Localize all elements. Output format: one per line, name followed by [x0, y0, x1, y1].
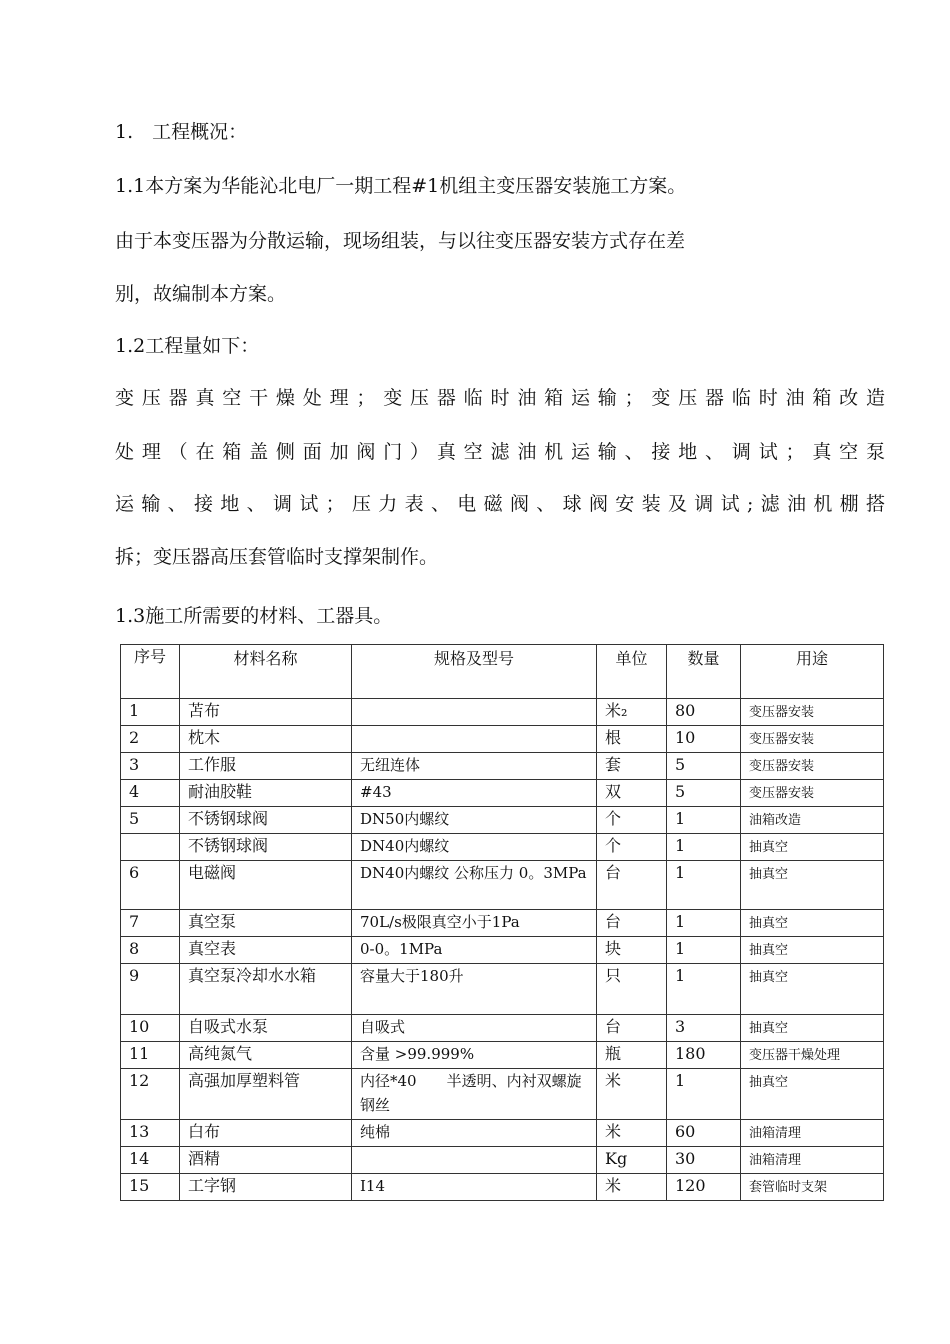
work-scope-line-1: 变压器真空干燥处理；变压器临时油箱运输；变压器临时油箱改造: [115, 387, 887, 409]
cell-use: 抽真空: [741, 834, 884, 861]
cell-qty: 180: [667, 1042, 741, 1069]
cell-use: 油箱清理: [741, 1147, 884, 1174]
paragraph-1-3: 1.3施工所需要的材料、工器具。: [115, 605, 393, 627]
paragraph-1-1: 1.1本方案为华能沁北电厂一期工程#1机组主变压器安装施工方案。: [115, 175, 687, 197]
cell-spec: [352, 1147, 597, 1174]
cell-name: 自吸式水泵: [180, 1015, 352, 1042]
materials-table: [120, 644, 884, 1201]
table-row: [121, 780, 884, 807]
cell-spec: 内径*40 半透明、内衬双螺旋钢丝: [352, 1069, 597, 1120]
cell-unit: 米: [597, 1069, 667, 1120]
cell-no: 3: [121, 753, 180, 780]
cell-name: 高强加厚塑料管: [180, 1069, 352, 1120]
cell-name: 电磁阀: [180, 861, 352, 910]
cell-use: 抽真空: [741, 964, 884, 1015]
cell-spec: DN40内螺纹: [352, 834, 597, 861]
cell-use: 变压器安装: [741, 726, 884, 753]
paragraph-1-1-cont-line2: 别，故编制本方案。: [115, 283, 287, 305]
table-row: [121, 1147, 884, 1174]
cell-unit: 瓶: [597, 1042, 667, 1069]
cell-spec: 含量 >99.999%: [352, 1042, 597, 1069]
table-row: [121, 1015, 884, 1042]
cell-qty: 1: [667, 964, 741, 1015]
table-row: [121, 937, 884, 964]
cell-spec: [352, 699, 597, 726]
section-heading: 1. 工程概况：: [115, 121, 248, 143]
table-row: [121, 1042, 884, 1069]
cell-unit: 块: [597, 937, 667, 964]
cell-unit: 个: [597, 834, 667, 861]
cell-spec: 容量大于180升: [352, 964, 597, 1015]
cell-use: 变压器安装: [741, 753, 884, 780]
cell-spec: DN40内螺纹 公称压力 0。3MPa: [352, 861, 597, 910]
table-row: [121, 726, 884, 753]
table-row: [121, 910, 884, 937]
cell-no: 14: [121, 1147, 180, 1174]
cell-name: 工字钢: [180, 1174, 352, 1201]
paragraph-1-2: 1.2工程量如下：: [115, 335, 260, 357]
cell-unit: 台: [597, 1015, 667, 1042]
cell-name: 枕木: [180, 726, 352, 753]
cell-use: 抽真空: [741, 937, 884, 964]
cell-no: 9: [121, 964, 180, 1015]
table-row: [121, 861, 884, 910]
table-row: [121, 699, 884, 726]
cell-spec: 无纽连体: [352, 753, 597, 780]
cell-name: 真空泵冷却水水箱: [180, 964, 352, 1015]
cell-unit: 双: [597, 780, 667, 807]
cell-no: [121, 834, 180, 861]
table-header-row: [121, 645, 884, 699]
cell-unit: 根: [597, 726, 667, 753]
cell-name: 工作服: [180, 753, 352, 780]
cell-use: 抽真空: [741, 1015, 884, 1042]
cell-qty: 5: [667, 780, 741, 807]
cell-spec: I14: [352, 1174, 597, 1201]
cell-no: 2: [121, 726, 180, 753]
header-spec: 规格及型号: [352, 645, 597, 699]
cell-use: 变压器安装: [741, 780, 884, 807]
cell-no: 4: [121, 780, 180, 807]
table-row: [121, 964, 884, 1015]
cell-unit: 米: [597, 1174, 667, 1201]
cell-unit: Kg: [597, 1147, 667, 1174]
cell-qty: 30: [667, 1147, 741, 1174]
cell-name: 真空泵: [180, 910, 352, 937]
cell-name: 耐油胶鞋: [180, 780, 352, 807]
cell-no: 8: [121, 937, 180, 964]
cell-no: 15: [121, 1174, 180, 1201]
cell-name: 白布: [180, 1120, 352, 1147]
table-row: [121, 1174, 884, 1201]
cell-no: 6: [121, 861, 180, 910]
cell-use: 套管临时支架: [741, 1174, 884, 1201]
cell-use: 抽真空: [741, 910, 884, 937]
cell-qty: 80: [667, 699, 741, 726]
cell-no: 13: [121, 1120, 180, 1147]
cell-spec: [352, 726, 597, 753]
cell-name: 苫布: [180, 699, 352, 726]
cell-spec: DN50内螺纹: [352, 807, 597, 834]
cell-name: 真空表: [180, 937, 352, 964]
cell-name: 不锈钢球阀: [180, 834, 352, 861]
cell-no: 7: [121, 910, 180, 937]
table-row: [121, 1069, 884, 1120]
cell-qty: 1: [667, 807, 741, 834]
cell-use: 变压器干燥处理: [741, 1042, 884, 1069]
work-scope-line-2: 处理（在箱盖侧面加阀门）真空滤油机运输、接地、调试；真空泵: [115, 441, 887, 463]
cell-name: 不锈钢球阀: [180, 807, 352, 834]
cell-spec: #43: [352, 780, 597, 807]
cell-unit: 米₂: [597, 699, 667, 726]
cell-unit: 个: [597, 807, 667, 834]
cell-qty: 120: [667, 1174, 741, 1201]
cell-qty: 1: [667, 1069, 741, 1120]
header-name: 材料名称: [180, 645, 352, 699]
table-row: [121, 1120, 884, 1147]
cell-use: 油箱改造: [741, 807, 884, 834]
cell-use: 抽真空: [741, 861, 884, 910]
cell-spec: 70L/s极限真空小于1Pa: [352, 910, 597, 937]
cell-use: 抽真空: [741, 1069, 884, 1120]
cell-use: 变压器安装: [741, 699, 884, 726]
cell-no: 10: [121, 1015, 180, 1042]
cell-no: 12: [121, 1069, 180, 1120]
table-row: [121, 834, 884, 861]
paragraph-1-1-cont-line1: 由于本变压器为分散运输，现场组装，与以往变压器安装方式存在差: [115, 230, 686, 252]
cell-qty: 1: [667, 937, 741, 964]
cell-spec: 纯棉: [352, 1120, 597, 1147]
cell-qty: 5: [667, 753, 741, 780]
cell-qty: 3: [667, 1015, 741, 1042]
cell-no: 5: [121, 807, 180, 834]
work-scope-line-4: 拆；变压器高压套管临时支撑架制作。: [115, 546, 439, 568]
header-use: 用途: [741, 645, 884, 699]
cell-unit: 米: [597, 1120, 667, 1147]
header-unit: 单位: [597, 645, 667, 699]
cell-qty: 1: [667, 861, 741, 910]
table-row: [121, 753, 884, 780]
cell-no: 11: [121, 1042, 180, 1069]
header-qty: 数量: [667, 645, 741, 699]
cell-unit: 只: [597, 964, 667, 1015]
cell-unit: 套: [597, 753, 667, 780]
cell-qty: 1: [667, 910, 741, 937]
cell-use: 油箱清理: [741, 1120, 884, 1147]
cell-qty: 1: [667, 834, 741, 861]
table-row: [121, 807, 884, 834]
cell-spec: 自吸式: [352, 1015, 597, 1042]
cell-no: 1: [121, 699, 180, 726]
cell-unit: 台: [597, 861, 667, 910]
cell-unit: 台: [597, 910, 667, 937]
cell-qty: 60: [667, 1120, 741, 1147]
cell-spec: 0-0。1MPa: [352, 937, 597, 964]
work-scope-line-3: 运输、接地、调试；压力表、电磁阀、球阀安装及调试;滤油机棚搭: [115, 493, 887, 515]
cell-qty: 10: [667, 726, 741, 753]
cell-name: 酒精: [180, 1147, 352, 1174]
cell-name: 高纯氮气: [180, 1042, 352, 1069]
header-no: 序号: [121, 645, 180, 699]
